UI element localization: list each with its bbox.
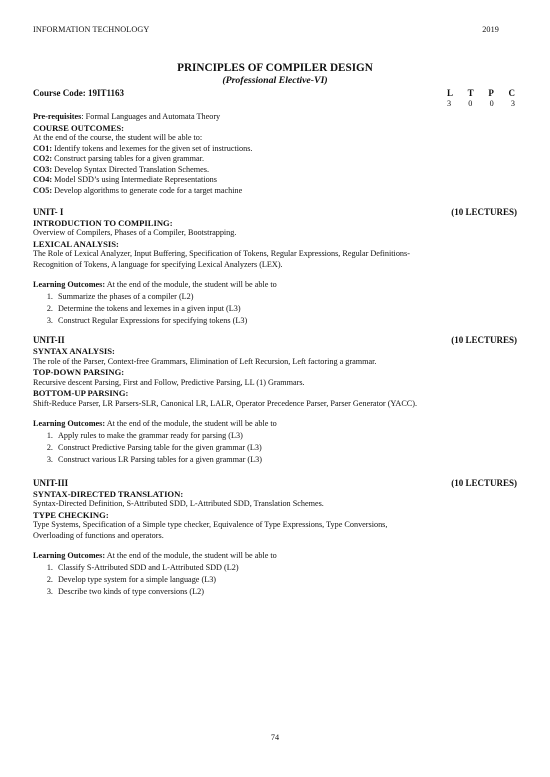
credits-row xyxy=(33,99,517,112)
ltpc-labels xyxy=(447,88,515,99)
list-item: 2. Determine the tokens and lexemes in a given input (L3) xyxy=(55,303,517,315)
course-title: PRINCIPLES OF COMPILER DESIGN xyxy=(177,62,373,74)
list-item: 3. Describe two kinds of type conversions (L2) xyxy=(55,586,517,598)
outcome-item: CO3: Develop Syntax Directed Translation Schemes. xyxy=(33,164,210,174)
unit-lectures: (10 LECTURES) xyxy=(451,477,517,488)
prereq-label: Pre-requisites xyxy=(33,112,82,121)
section-text: Overloading of functions and operators. xyxy=(33,530,164,540)
unit-3-header xyxy=(33,478,517,489)
outcomes-heading: COURSE OUTCOMES: xyxy=(33,122,124,133)
learning-outcomes-list xyxy=(33,430,517,467)
prerequisites xyxy=(33,112,517,123)
list-item: 3. Construct Regular Expressions for specifying tokens (L3) xyxy=(55,315,517,327)
list-item: 1. Apply rules to make the grammar ready for parsing (L3) xyxy=(55,430,517,442)
page-number: 74 xyxy=(270,733,280,742)
section-text: Overview of Compilers, Phases of a Compiler, Bootstrapping. xyxy=(33,227,237,237)
outcome-item: CO5: Develop algorithms to generate code for a target machine xyxy=(33,185,243,195)
course-code: Course Code: 19IT1163 xyxy=(33,88,125,98)
section-heading: INTRODUCTION TO COMPILING: xyxy=(33,217,173,228)
unit-1-header xyxy=(33,207,517,218)
learning-outcomes-list xyxy=(33,562,517,599)
ltpc-l: L xyxy=(447,88,454,98)
credit-p: 0 xyxy=(489,99,494,108)
section-text: Recognition of Tokens, A language for specifying Lexical Analyzers (LEX). xyxy=(33,259,283,269)
list-item: 1. Classify S-Attributed SDD and L-Attributed SDD (L2) xyxy=(55,562,517,574)
section-heading: LEXICAL ANALYSIS: xyxy=(33,238,119,249)
list-item: 3. Construct various LR Parsing tables for a given grammar (L3) xyxy=(55,454,517,466)
unit-2-header xyxy=(33,335,517,346)
section-heading: BOTTOM-UP PARSING: xyxy=(33,388,129,399)
section-text: Recursive descent Parsing, First and Follow, Predictive Parsing, LL (1) Grammars. xyxy=(33,377,305,387)
course-code-row xyxy=(33,88,517,99)
prereq-text: : Formal Languages and Automata Theory xyxy=(81,112,221,121)
ltpc-values xyxy=(447,99,515,110)
ltpc-c: C xyxy=(508,88,515,98)
list-item: 2. Develop type system for a simple language (L3) xyxy=(55,574,517,586)
section-text: The role of the Parser, Context-free Grammars, Elimination of Left Recursion, Left factoring a grammar. xyxy=(33,356,377,366)
unit-title: UNIT-II xyxy=(33,335,65,346)
ltpc-p: P xyxy=(488,88,494,98)
section-heading: SYNTAX-DIRECTED TRANSLATION: xyxy=(33,488,184,499)
credit-t: 0 xyxy=(468,99,473,108)
section-text: Type Systems, Specification of a Simple type checker, Equivalence of Type Expressions, Type Conversions, xyxy=(33,519,388,529)
section-text: Shift-Reduce Parser, LR Parsers-SLR, Canonical LR, LALR, Operator Precedence Parser, Parser Generator (YACC). xyxy=(33,398,418,408)
list-item: 2. Construct Predictive Parsing table for the given grammar (L3) xyxy=(55,442,517,454)
learning-outcomes-intro: Learning Outcomes: At the end of the module, the student will be able to xyxy=(33,551,277,561)
header-department: INFORMATION TECHNOLOGY xyxy=(33,25,150,34)
unit-lectures: (10 LECTURES) xyxy=(451,335,517,346)
unit-title: UNIT-III xyxy=(33,477,69,488)
learning-outcomes-intro: Learning Outcomes: At the end of the module, the student will be able to xyxy=(33,280,277,290)
header-year: 2019 xyxy=(482,25,499,34)
section-text: Syntax-Directed Definition, S-Attributed SDD, L-Attributed SDD, Translation Schemes. xyxy=(33,498,324,508)
section-heading: TYPE CHECKING: xyxy=(33,509,109,520)
outcome-item: CO4: Model SDD’s using Intermediate Representations xyxy=(33,175,217,185)
syllabus-content xyxy=(33,62,517,598)
ltpc-t: T xyxy=(467,88,474,98)
outcome-item: CO2: Construct parsing tables for a given grammar. xyxy=(33,154,204,164)
course-subtitle: (Professional Elective-VI) xyxy=(222,75,328,86)
outcomes-intro: At the end of the course, the student will be able to: xyxy=(33,133,203,142)
learning-outcomes-intro: Learning Outcomes: At the end of the module, the student will be able to xyxy=(33,419,277,429)
unit-title: UNIT- I xyxy=(33,206,64,217)
section-heading: TOP-DOWN PARSING: xyxy=(33,367,125,378)
section-text: The Role of Lexical Analyzer, Input Buffering, Specification of Tokens, Regular Expressions, Regular Definitions- xyxy=(33,248,410,258)
credit-l: 3 xyxy=(447,99,452,108)
learning-outcomes-list xyxy=(33,291,517,328)
section-heading: SYNTAX ANALYSIS: xyxy=(33,346,115,357)
unit-lectures: (10 LECTURES) xyxy=(451,206,517,217)
credit-c: 3 xyxy=(510,99,515,108)
list-item: 1. Summarize the phases of a compiler (L2) xyxy=(55,291,517,303)
outcome-item: CO1: Identify tokens and lexemes for the given set of instructions. xyxy=(33,143,253,153)
